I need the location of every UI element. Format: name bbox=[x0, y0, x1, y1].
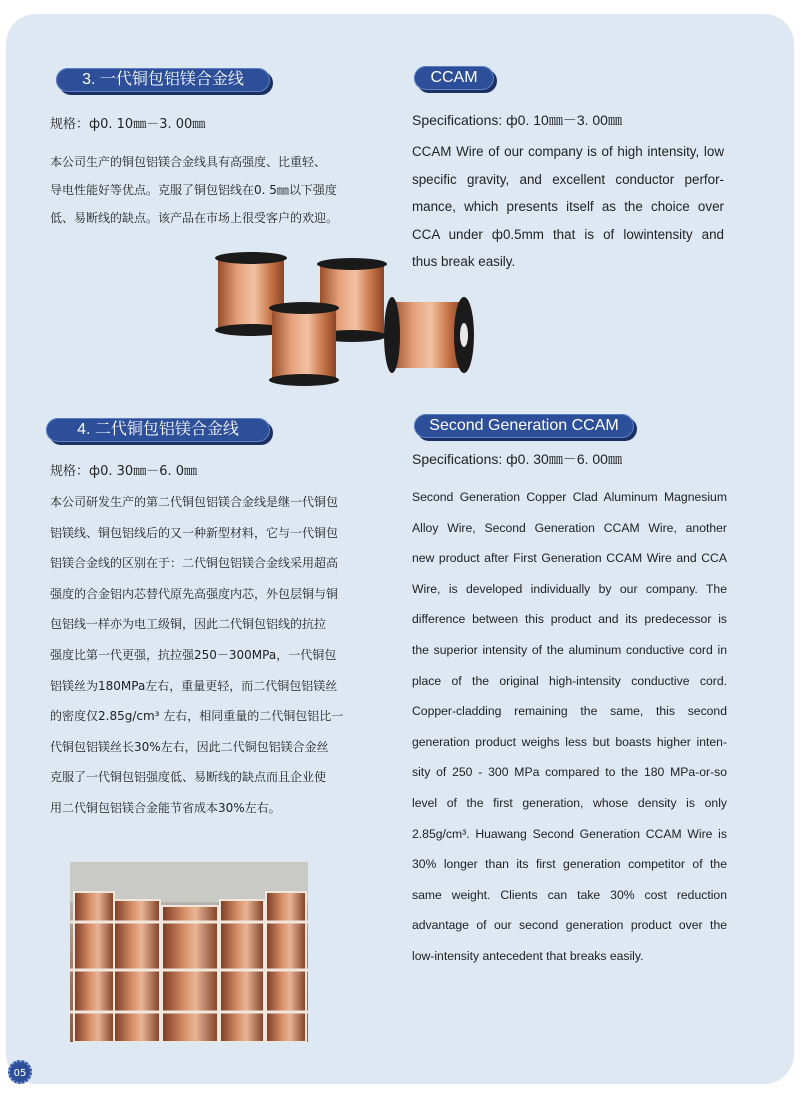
section4-cn-line: 强度比第一代更强，抗拉强250－300MPa，一代铜包 bbox=[50, 647, 337, 662]
section4-en-line: level of the first generation, whose density is only bbox=[412, 795, 727, 810]
section4-en-line: Wire, is developed individually by our company. The bbox=[412, 581, 727, 596]
section4-cn-line: 用二代铜包铝镁合金能节省成本30%左右。 bbox=[50, 800, 281, 815]
section3-en-line: CCA under ф0.5mm that is of lowintensity and bbox=[412, 226, 724, 242]
section4-en-line: Second Generation Copper Clad Aluminum Magnesium bbox=[412, 490, 727, 504]
section3-en-title: CCAM bbox=[414, 66, 494, 90]
section4-cn-line: 的密度仅2.85g/cm³ 左右，相同重量的二代铜包铝比一 bbox=[50, 709, 344, 724]
section4-cn-line: 本公司研发生产的第二代铜包铝镁合金线是继一代铜包 bbox=[50, 495, 339, 509]
spool bbox=[269, 302, 339, 386]
section3-en-line: specific gravity, and excellent conductor perfor- bbox=[412, 171, 724, 187]
section4-en-line: 2.85g/cm³. Huawang Second Generation CCAM Wire is bbox=[412, 826, 727, 841]
section4-en-title: Second Generation CCAM bbox=[414, 414, 634, 438]
page-number: 05 bbox=[8, 1060, 32, 1084]
section4-en-line: sity of 250 - 300 MPa compared to the 180 MPa-or-so bbox=[412, 765, 727, 780]
section4-en-line: the superior intensity of the aluminum conductive cord in bbox=[412, 642, 727, 657]
section3-cn-line: 导电性能好等优点。克服了铜包铝线在0. 5㎜以下强度 bbox=[50, 183, 337, 197]
section3-cn-body bbox=[50, 148, 338, 232]
section4-cn-body bbox=[50, 487, 343, 824]
section3-en-spec: Specifications: ф0. 10㎜－3. 00㎜ bbox=[412, 112, 622, 128]
ccam-spools-image bbox=[210, 248, 480, 390]
section4-en-line: 30% longer than its first generation competitor of the bbox=[412, 857, 727, 872]
section4-en-line: difference between this product and its predecessor is bbox=[412, 612, 727, 627]
section4-en-line: Copper-cladding remaining the same, this second bbox=[412, 704, 727, 719]
section3-en-line: mance, which presents itself as the choice over bbox=[412, 199, 724, 214]
spool bbox=[384, 297, 474, 373]
section4-cn-line: 铝镁线、铜包铝线后的又一种新型材料，它与一代铜包 bbox=[50, 525, 339, 540]
section4-en-line: Alloy Wire, Second Generation CCAM Wire, another bbox=[412, 520, 727, 535]
section4-cn-line: 铝镁合金线的区别在于：二代铜包铝镁合金线采用超高 bbox=[50, 556, 339, 571]
section4-cn-line: 包铝线一样亦为电工级铜，因此二代铜包铝线的抗拉 bbox=[50, 617, 327, 632]
warehouse-spools-photo bbox=[70, 862, 308, 1042]
section3-cn-line: 本公司生产的铜包铝镁合金线具有高强度、比重轻、 bbox=[50, 155, 327, 169]
section3-en-line: thus break easily. bbox=[412, 254, 516, 269]
section4-cn-spec: 规格：ф0. 30㎜－6. 0㎜ bbox=[50, 464, 197, 479]
section4-cn-line: 铝镁丝为180MPa左右，重量更轻，而二代铜包铝镁丝 bbox=[50, 678, 338, 693]
section4-en-body bbox=[412, 482, 727, 972]
section4-cn-line: 代铜包铝镁丝长30%左右，因此二代铜包铝镁合金丝 bbox=[50, 739, 329, 754]
section4-cn-line: 强度的合金铝内芯替代原先高强度内芯，外包层铜与铜 bbox=[50, 586, 339, 601]
section3-en-line: CCAM Wire of our company is of high intensity, low bbox=[412, 144, 724, 159]
section4-en-spec: Specifications: ф0. 30㎜－6. 00㎜ bbox=[412, 451, 622, 467]
section4-en-line: low-intensity antecedent that breaks easily. bbox=[412, 948, 644, 963]
section4-en-line: place of the original high-intensity conductive cord. bbox=[412, 673, 727, 688]
section3-cn-title: 3. 一代铜包铝镁合金线 bbox=[56, 68, 270, 92]
section4-en-line: generation product weighs less but boasts higher inten- bbox=[412, 734, 727, 749]
section4-en-line: same weight. Clients can take 30% cost reduction bbox=[412, 887, 727, 902]
section3-cn-line: 低、易断线的缺点。该产品在市场上很受客户的欢迎。 bbox=[50, 211, 339, 225]
section4-cn-line: 克服了一代铜包铝强度低、易断线的缺点而且企业使 bbox=[50, 770, 327, 785]
section4-en-line: new product after First Generation CCAM Wire and CCA bbox=[412, 551, 727, 566]
section3-cn-spec: 规格：ф0. 10㎜－3. 00㎜ bbox=[50, 117, 206, 132]
section4-en-line: advantage of our second generation product over the bbox=[412, 918, 727, 933]
section4-cn-title: 4. 二代铜包铝镁合金线 bbox=[46, 418, 270, 442]
